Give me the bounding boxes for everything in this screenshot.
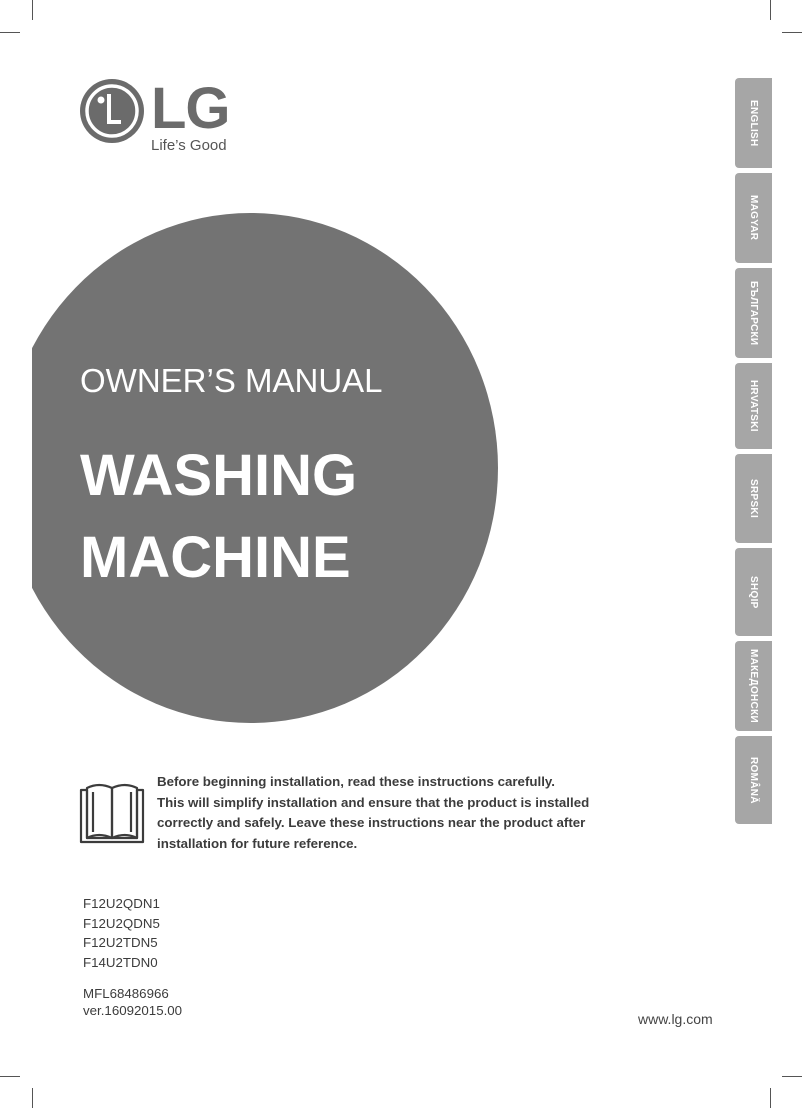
model-list — [83, 894, 160, 972]
crop-mark — [770, 1088, 771, 1108]
cover-circle — [32, 213, 498, 723]
language-tab-bulgarian: БЪЛГАРСКИ — [735, 268, 772, 358]
model-number: F14U2TDN0 — [83, 954, 158, 970]
open-book-icon — [79, 782, 145, 844]
brand-wordmark: LG — [151, 76, 230, 141]
brand-tagline: Life’s Good — [151, 137, 227, 154]
document-version: ver.16092015.00 — [83, 1003, 183, 1018]
notice-line: correctly and safely. Leave these instructions near the product after — [157, 815, 586, 830]
language-tab-shqip: SHQIP — [735, 548, 772, 636]
language-tab-macedonian: МАКЕДОНСКИ — [735, 641, 772, 731]
crop-mark — [770, 0, 771, 20]
crop-mark — [0, 1076, 20, 1077]
document-info — [83, 985, 182, 1019]
lg-logo — [79, 78, 239, 158]
crop-mark — [32, 1088, 33, 1108]
crop-mark — [782, 32, 802, 33]
language-tab-srpski: SRPSKI — [735, 454, 772, 543]
language-tab-hrvatski: HRVATSKI — [735, 363, 772, 449]
crop-mark — [782, 1076, 802, 1077]
website-url: www.lg.com — [638, 1011, 713, 1027]
product-title-line-2: MACHINE — [80, 525, 351, 590]
crop-mark — [0, 32, 20, 33]
notice-line: This will simplify installation and ensure that the product is installed — [157, 794, 590, 810]
lg-face-logo-icon — [79, 78, 145, 144]
document-code: MFL68486966 — [83, 986, 169, 1001]
language-tab-romana: ROMÂNĂ — [735, 736, 772, 824]
crop-mark — [32, 0, 33, 20]
model-number: F12U2QDN5 — [83, 915, 160, 931]
product-title-line-1: WASHING — [80, 443, 358, 508]
notice-line: installation for future reference. — [157, 835, 358, 851]
model-number: F12U2QDN1 — [83, 896, 160, 911]
product-title — [80, 435, 357, 599]
notice-line: Before beginning installation, read these instructions carefully. — [157, 774, 555, 789]
model-number: F12U2TDN5 — [83, 935, 158, 950]
language-tab-magyar: MAGYAR — [735, 173, 772, 263]
manual-type-title: OWNER’S MANUAL — [80, 362, 383, 399]
installation-notice — [157, 772, 637, 854]
language-tab-english: ENGLISH — [735, 78, 772, 168]
